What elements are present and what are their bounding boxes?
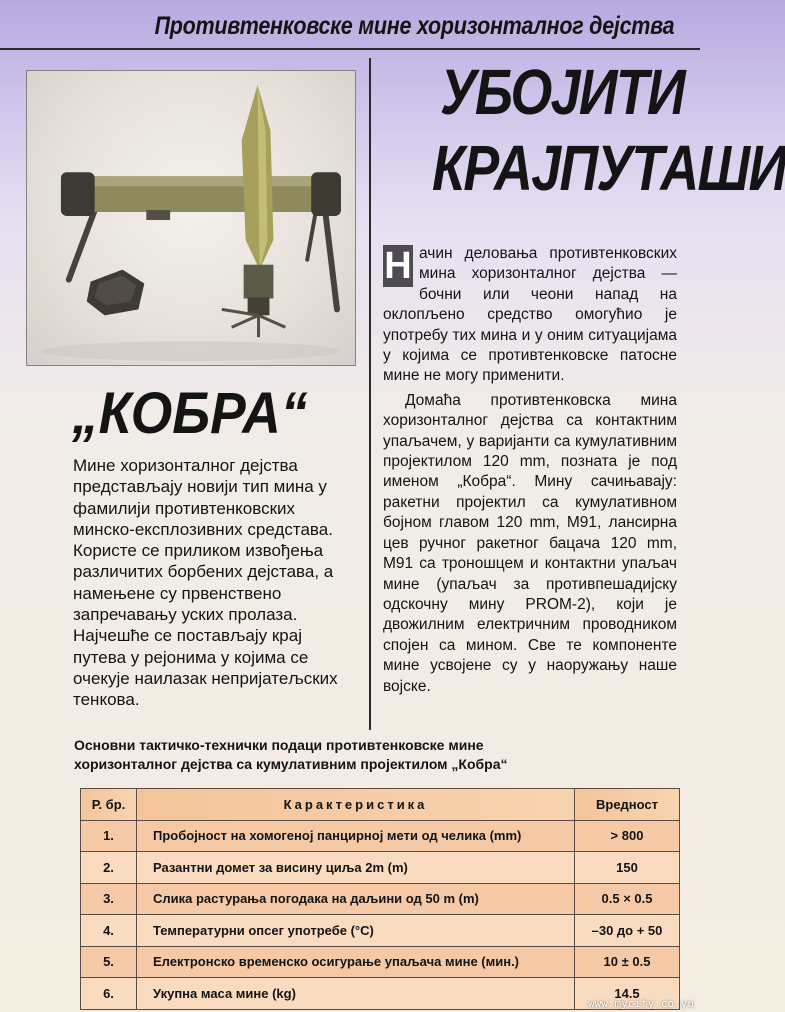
- table-caption: [74, 736, 674, 774]
- body-paragraph-1: [383, 244, 677, 387]
- headline-line-1: УБОЈИТИ: [440, 56, 684, 128]
- row-feature: Слика растурања погодака на даљини од 50 m (m): [137, 883, 575, 915]
- table-row: [81, 915, 680, 947]
- header-value: Вредност: [575, 789, 680, 821]
- kobra-mine-illustration: [27, 71, 355, 365]
- table-caption-line-1: Основни тактичко-технички подаци противтенковске мине: [74, 737, 484, 753]
- row-num: 1.: [81, 820, 137, 852]
- headline: [384, 54, 785, 206]
- page-header: [0, 6, 700, 50]
- table-row: [81, 883, 680, 915]
- column-divider: [369, 58, 371, 730]
- row-num: 3.: [81, 883, 137, 915]
- body-paragraph-2: Домаћа противтенковска мина хоризонталног дејства са контактним упаљачем, у варијанти са кумулативним пројектилом 120 mm, позната је под именом „Кобра“. Мину сачињавају: ракетни пројектил са кумулативном бојном главом 120 mm, М91, лансирна цев ручног ракетног бацача 120 mm, М91 са троношцем и контактни упаљач мине (упаљач за противпешадијску одскочну мину PROM-2), који је двожилним електричним проводником спојен са мином. Све те компоненте мине усвојене су у наоружању наше војске.: [383, 391, 677, 695]
- row-value: 150: [575, 852, 680, 884]
- row-value: –30 до + 50: [575, 915, 680, 947]
- row-feature: Укупна маса мине (kg): [137, 978, 575, 1010]
- kobra-mine-photo: [26, 70, 356, 366]
- row-num: 6.: [81, 978, 137, 1010]
- lead-paragraph: [73, 455, 359, 713]
- kobra-title: „КОБРА“: [72, 381, 308, 446]
- body-paragraph-1-text: ачин деловања противтенковских мина хоризонталног дејства — бочни или чеони напад на оклопљено средство омогућио је употребу тих мина и у оним ситуацијама у којима се противтенковске патосне мине не могу применити.: [383, 245, 677, 385]
- drop-cap: Н: [384, 245, 412, 287]
- row-value: 0.5 × 0.5: [575, 883, 680, 915]
- row-num: 5.: [81, 946, 137, 978]
- section-title: Противтенковске мине хоризонталног дејства: [154, 12, 674, 40]
- lead-text: Мине хоризонталног дејства представљају новији тип мина у фамилији противтенковских минско-експлозивних средстава. Користе се приликом извођења различитих борбених дејстава, а намењене су првенствено запречавању уских пролаза. Најчешће се постављају крај путева у рејонима у којима се очекује наилазак непријатељских тенкова.: [73, 456, 338, 710]
- row-num: 4.: [81, 915, 137, 947]
- watermark: www.mycity.co.yu: [588, 997, 694, 1010]
- row-feature: Пробојност на хомогеној панцирној мети од челика (mm): [137, 820, 575, 852]
- header-feature: Карактеристика: [137, 789, 575, 821]
- row-value: 14.5: [575, 978, 680, 1010]
- row-feature: Електронско временско осигурање упаљача мине (мин.): [137, 946, 575, 978]
- row-num: 2.: [81, 852, 137, 884]
- row-feature: Разантни домет за висину циља 2m (m): [137, 852, 575, 884]
- table-row: [81, 852, 680, 884]
- row-feature: Температурни опсег употребе (°C): [137, 915, 575, 947]
- specs-table: [80, 788, 680, 1010]
- headline-line-2: КРАЈПУТАШИ: [432, 132, 785, 204]
- article-body: [383, 244, 677, 701]
- table-row: [81, 946, 680, 978]
- row-value: > 800: [575, 820, 680, 852]
- table-caption-line-2: хоризонталног дејства са кумулативним пројектилом „Кобра“: [74, 756, 508, 772]
- header-num: Р. бр.: [81, 789, 137, 821]
- table-header-row: [81, 789, 680, 821]
- row-value: 10 ± 0.5: [575, 946, 680, 978]
- table-row: [81, 820, 680, 852]
